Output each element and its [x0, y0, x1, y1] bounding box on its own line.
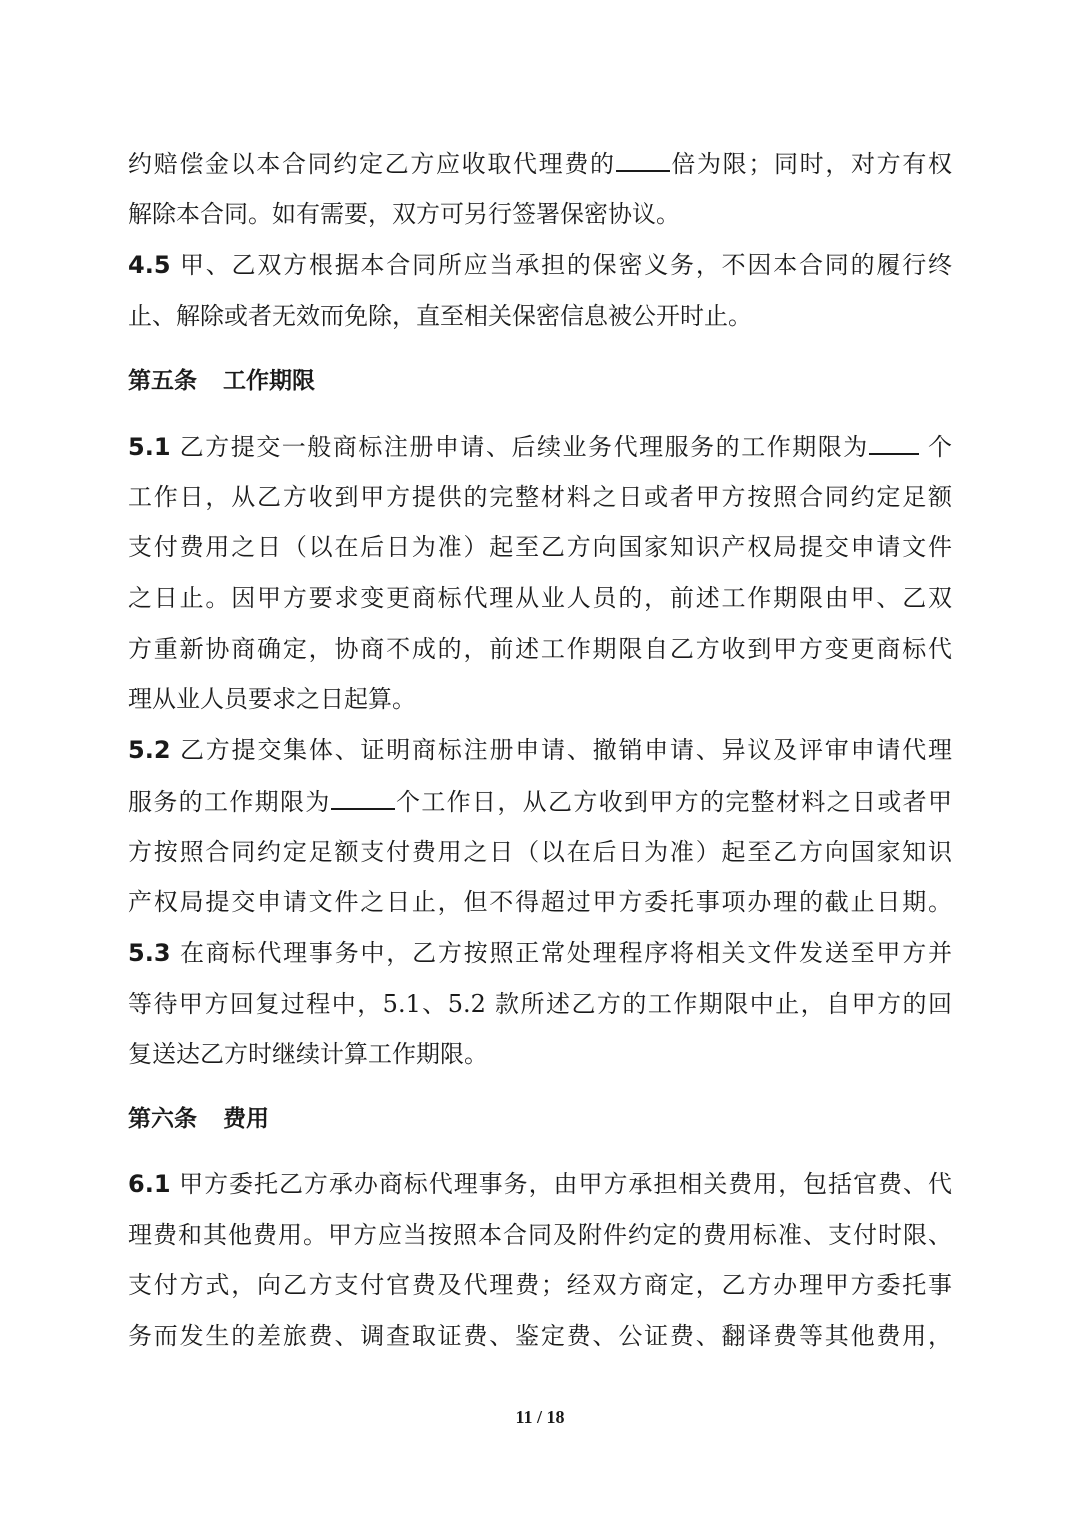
clause-5-2-line — [128, 735, 952, 765]
text-run: 支付方式，向乙方支付官费及代理费；经双方商定，乙方办理甲方委托事 — [128, 1271, 952, 1299]
fill-in-blank — [331, 786, 395, 810]
article-5-heading — [128, 366, 315, 396]
text-run: 个 — [918, 433, 952, 461]
clause-number: 5.1 — [128, 433, 171, 461]
paragraph-line — [128, 684, 416, 714]
text-run: 等待甲方回复过程中，5.1、5.2 款所述乙方的工作期限中止，自甲方的回 — [128, 990, 952, 1018]
text-run: 务而发生的差旅费、调查取证费、鉴定费、公证费、翻译费等其他费用， — [128, 1322, 952, 1350]
text-run: 乙方提交一般商标注册申请、后续业务代理服务的工作期限为 — [170, 433, 869, 461]
text-run: 方按照合同约定足额支付费用之日（以在后日为准）起至乙方向国家知识 — [128, 838, 952, 866]
text-run: 甲、乙双方根据本合同所应当承担的保密义务，不因本合同的履行终 — [170, 251, 952, 279]
text-run: 服务的工作期限为 — [128, 788, 331, 816]
clause-4-5-line — [128, 250, 952, 280]
page-number: 11 / 18 — [515, 1407, 565, 1427]
paragraph-line — [128, 1321, 952, 1351]
clause-number: 5.2 — [128, 736, 171, 764]
paragraph-line — [128, 199, 680, 229]
text-run: 个工作日，从乙方收到甲方的完整材料之日或者甲 — [394, 788, 953, 816]
paragraph-line — [128, 1039, 488, 1069]
clause-5-1-line — [128, 431, 952, 462]
paragraph-line — [128, 482, 952, 512]
paragraph-line — [128, 532, 952, 562]
clause-6-1-line — [128, 1169, 952, 1199]
paragraph-line — [128, 837, 952, 867]
paragraph-line — [128, 786, 952, 817]
text-run: 约赔偿金以本合同约定乙方应收取代理费的 — [128, 150, 616, 178]
clause-number: 6.1 — [128, 1170, 171, 1198]
text-run: 方重新协商确定，协商不成的，前述工作期限自乙方收到甲方变更商标代 — [128, 635, 952, 663]
fill-in-blank — [616, 148, 670, 172]
text-run: 复送达乙方时继续计算工作期限。 — [128, 1040, 488, 1068]
clause-5-3-line — [128, 938, 952, 968]
article-number: 第五条 — [128, 368, 197, 394]
text-run: 产权局提交申请文件之日止，但不得超过甲方委托事项办理的截止日期。 — [128, 888, 952, 916]
text-run: 在商标代理事务中，乙方按照正常处理程序将相关文件发送至甲方并 — [170, 939, 952, 967]
paragraph-line — [128, 148, 952, 179]
paragraph-line — [128, 887, 952, 917]
text-run: 甲方委托乙方承办商标代理事务，由甲方承担相关费用，包括官费、代 — [170, 1170, 952, 1198]
clause-number: 5.3 — [128, 939, 171, 967]
paragraph-line — [128, 1220, 952, 1250]
text-run: 之日止。因甲方要求变更商标代理从业人员的，前述工作期限由甲、乙双 — [128, 584, 952, 612]
article-title: 工作期限 — [223, 368, 315, 394]
paragraph-line — [128, 301, 752, 331]
paragraph-line — [128, 583, 952, 613]
article-number: 第六条 — [128, 1106, 197, 1132]
text-run: 工作日，从乙方收到甲方提供的完整材料之日或者甲方按照合同约定足额 — [128, 483, 952, 511]
text-run: 倍为限；同时，对方有权 — [669, 150, 953, 178]
article-6-heading — [128, 1104, 269, 1134]
text-run: 解除本合同。如有需要，双方可另行签署保密协议。 — [128, 200, 680, 228]
text-run: 理费和其他费用。甲方应当按照本合同及附件约定的费用标准、支付时限、 — [128, 1221, 952, 1249]
text-run: 支付费用之日（以在后日为准）起至乙方向国家知识产权局提交申请文件 — [128, 533, 952, 561]
clause-number: 4.5 — [128, 251, 171, 279]
paragraph-line — [128, 1270, 952, 1300]
paragraph-line — [128, 634, 952, 664]
fill-in-blank — [869, 431, 919, 455]
text-run: 止、解除或者无效而免除，直至相关保密信息被公开时止。 — [128, 302, 752, 330]
text-run: 乙方提交集体、证明商标注册申请、撤销申请、异议及评审申请代理 — [170, 736, 952, 764]
article-title: 费用 — [223, 1106, 269, 1132]
text-run: 理从业人员要求之日起算。 — [128, 685, 416, 713]
paragraph-line — [128, 989, 952, 1019]
